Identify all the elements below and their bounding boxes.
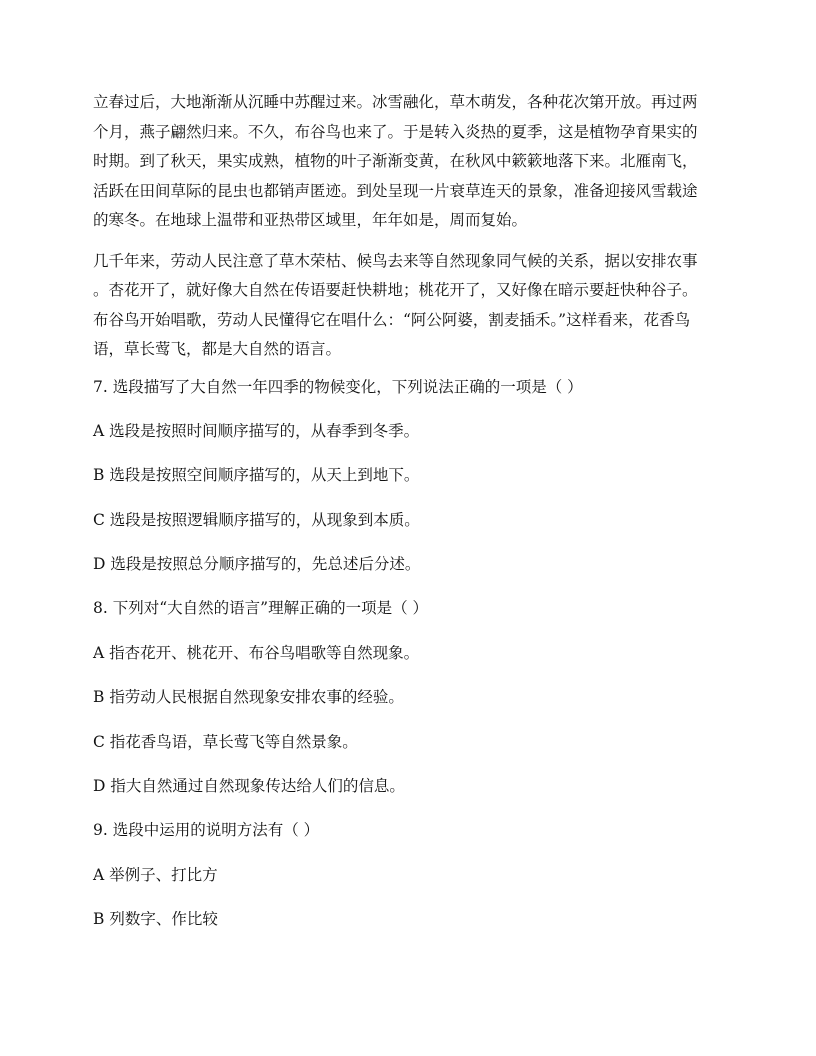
question-9 (93, 819, 723, 930)
document-page (93, 88, 723, 953)
option-b: B 列数字、作比较 (93, 910, 218, 929)
option-d: D 选段是按照总分顺序描写的，先总述后分述。 (93, 555, 421, 574)
paragraph-line: 语，草长莺飞，都是大自然的语言。 (93, 340, 342, 358)
option-a: A 选段是按照时间顺序描写的，从春季到冬季。 (93, 421, 420, 440)
paragraph-line: 几千年来，劳动人民注意了草木荣枯、候鸟去来等自然现象同气候的关系，据以安排农事 (93, 251, 698, 270)
option-c: C 指花香鸟语，草长莺飞等自然景象。 (93, 732, 358, 751)
option-a: A 指杏花开、桃花开、布谷鸟唱歌等自然现象。 (93, 643, 420, 662)
question-8 (93, 597, 723, 797)
paragraph-line: 活跃在田间草际的昆虫也都销声匿迹。到处呈现一片衰草连天的景象，准备迎接风雪载途 (93, 181, 698, 200)
option-d: D 指大自然通过自然现象传达给人们的信息。 (93, 777, 405, 796)
question-stem: 7. 选段描写了大自然一年四季的物候变化，下列说法正确的一项是（ ） (93, 377, 583, 396)
paragraph-line: 。杏花开了，就好像大自然在传语要赶快耕地；桃花开了，又好像在暗示要赶快种谷子。 (93, 281, 698, 299)
paragraph-line: 立春过后，大地渐渐从沉睡中苏醒过来。冰雪融化，草木萌发，各种花次第开放。再过两 (93, 93, 698, 111)
option-b: B 选段是按照空间顺序描写的，从天上到地下。 (93, 466, 420, 485)
option-b: B 指劳动人民根据自然现象安排农事的经验。 (93, 688, 404, 707)
question-stem: 8. 下列对“大自然的语言”理解正确的一项是（ ） (93, 599, 428, 618)
passage-paragraph-1 (93, 88, 723, 236)
question-stem: 9. 选段中运用的说明方法有（ ） (93, 821, 320, 840)
paragraph-line: 布谷鸟开始唱歌，劳动人民懂得它在唱什么：“阿公阿婆，割麦插禾。”这样看来，花香鸟 (93, 310, 691, 329)
option-a: A 举例子、打比方 (93, 865, 218, 884)
question-7 (93, 376, 723, 576)
passage-paragraph-2 (93, 247, 723, 365)
paragraph-line: 的寒冬。在地球上温带和亚热带区域里，年年如是，周而复始。 (93, 211, 528, 229)
paragraph-line: 时期。到了秋天，果实成熟，植物的叶子渐渐变黄，在秋风中簌簌地落下来。北雁南飞， (93, 152, 698, 170)
paragraph-line: 个月，燕子翩然归来。不久，布谷鸟也来了。于是转入炎热的夏季，这是植物孕育果实的 (93, 122, 698, 141)
option-c: C 选段是按照逻辑顺序描写的，从现象到本质。 (93, 510, 420, 529)
